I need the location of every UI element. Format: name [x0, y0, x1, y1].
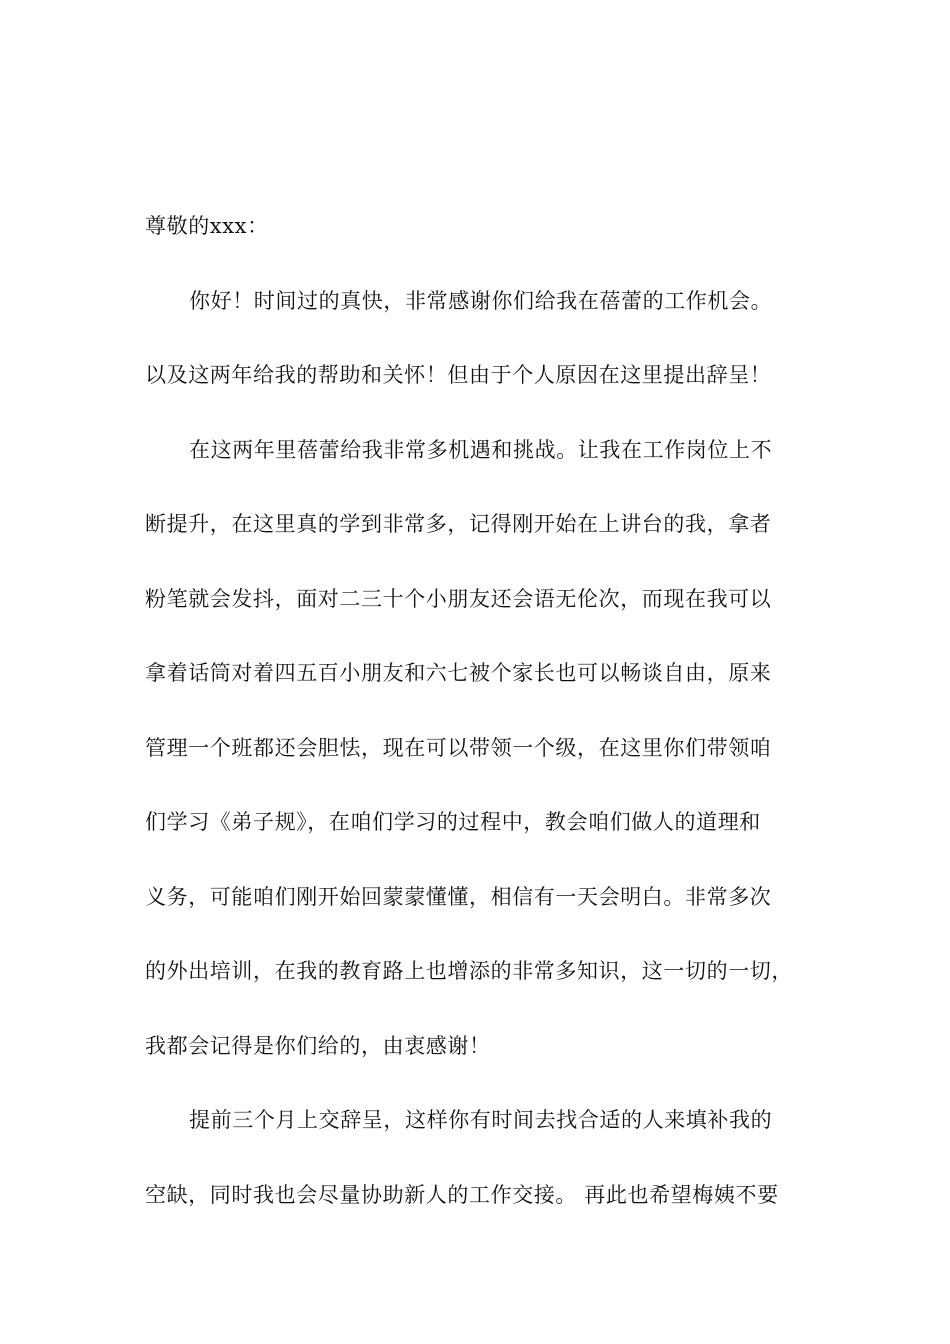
paragraph-3-line-1: 提前三个月上交辞呈，这样你有时间去找合适的人来填补我的 [189, 1108, 773, 1132]
paragraph-2-line-2: 断提升，在这里真的学到非常多，记得刚开始在上讲台的我，拿者 [145, 512, 772, 536]
paragraph-2-line-1: 在这两年里蓓蕾给我非常多机遇和挑战。让我在工作岗位上不 [189, 437, 773, 462]
paragraph-2-line-5: 管理一个班都还会胆怯，现在可以带领一个级，在这里你们带领咱 [145, 735, 772, 760]
paragraph-1-line-1: 你好！时间过的真快，非常感谢你们给我在蓓蕾的工作机会。 [189, 288, 773, 313]
paragraph-2-line-6: 们学习《弟子规》，在咱们学习的过程中，教会咱们做人的道理和 [145, 810, 761, 834]
paragraph-2-line-9: 我都会记得是你们给的，由衷感谢！ [145, 1033, 491, 1058]
paragraph-2-line-8: 的外出培训，在我的教育路上也增添的非常多知识，这一切的一切， [145, 959, 793, 983]
paragraph-2-line-3: 粉笔就会发抖，面对二三十个小朋友还会语无伦次，而现在我可以 [145, 586, 772, 611]
paragraph-2-line-7: 义务，可能咱们刚开始回蒙蒙懂懂，相信有一天会明白。非常多次 [145, 884, 772, 909]
paragraph-1-line-2: 以及这两年给我的帮助和关怀！但由于个人原因在这里提出辞呈！ [145, 363, 772, 387]
paragraph-2-line-4: 拿着话筒对着四五百小朋友和六七被个家长也可以畅谈自由，原来 [145, 661, 772, 685]
paragraph-3-line-2: 空缺，同时我也会尽量协助新人的工作交接。 再此也希望梅姨不要 [145, 1182, 779, 1207]
salutation-line: 尊敬的xxx： [145, 214, 269, 238]
letter-body [145, 208, 825, 1251]
